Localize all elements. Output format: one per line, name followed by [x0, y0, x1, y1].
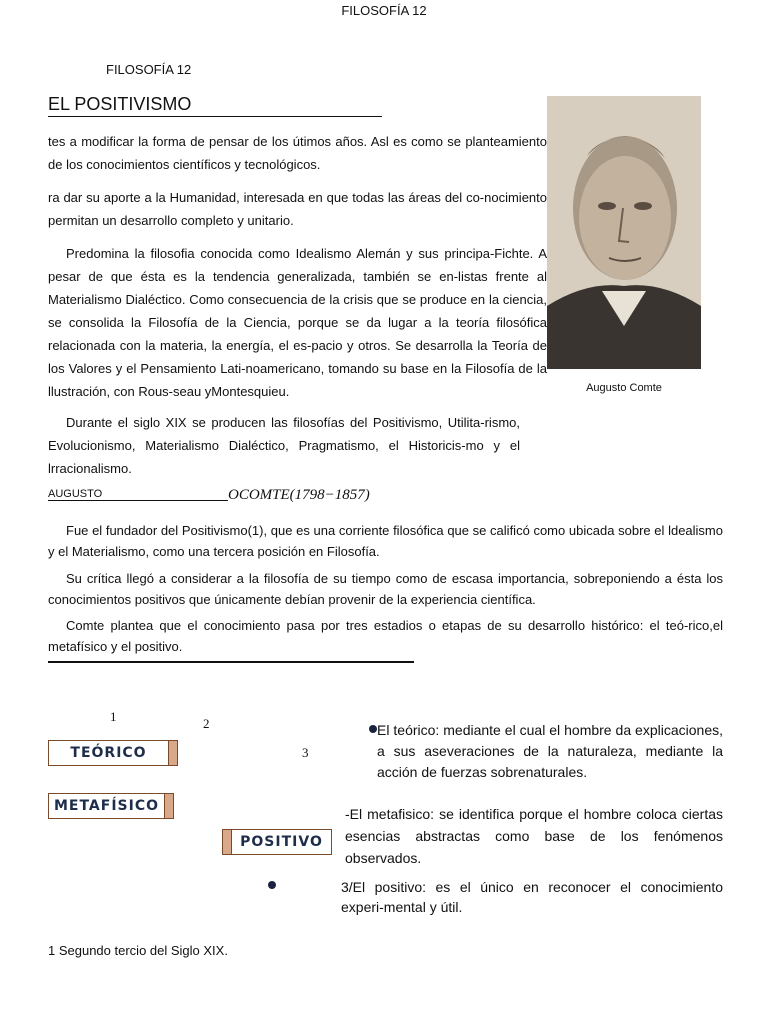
section-header: FILOSOFÍA 12 [106, 62, 192, 77]
footnote: 1 Segundo tercio del Siglo XIX. [48, 943, 228, 958]
stage-label-metafisico: METAFÍSICO [53, 798, 160, 814]
page-header: FILOSOFÍA 12 [341, 3, 427, 18]
comte-name-label: AUGUSTO [48, 488, 228, 501]
stage-stripe [168, 741, 177, 765]
stage-stripe [164, 794, 173, 818]
stage-description-teorico: El teórico: mediante el cual el hombre da explicaciones, a sus aseveraciones de la naturaleza, mediante la acción de fuerzas sobrenaturales. [377, 722, 723, 780]
paragraph-4: Durante el siglo XIX se producen las filosofías del Positivismo, Utilita-rismo, Evolucionismo, Materialismo Dialéctico, Pragmatismo, el Historicis-mo y el lrracionalismo. [48, 415, 520, 476]
comte-dates: OCOMTE(1798−1857) [228, 487, 370, 503]
portrait-caption: Augusto Comte [586, 382, 662, 394]
stage-box-metafisico [48, 793, 174, 819]
stage-number-3: 3 [302, 745, 309, 760]
paragraph-7: Comte plantea que el conocimiento pasa por tres estadios o etapas de su desarrollo histórico: el teó-rico,el metafísico y el positivo. [48, 618, 723, 654]
paragraph-3: Predomina la filosofia conocida como Idealismo Alemán y sus principa-Fichte. A pesar de que ésta es la tendencia generalizada, también se en-listas frente al Materialismo Dialéctico. Como consecuencia de la crisis que se produce en la ciencia, se consolida la Filosofía de la Ciencia, porque se da lugar a la teoría filosófica relacionada con la materia, la energía, el es-pacio y otros. Se desarrolla la Teoría de los Valores y el Pensamiento Lati-noamericano, tomando su base en la Filosofía de la llustración, con Rous-seau yMontesquieu. [48, 246, 547, 399]
stage-box-positivo [222, 829, 332, 855]
paragraph-6: Su crítica llegó a considerar a la filosofía de su tiempo como de escasa importancia, sobreponiendo a ésta los conocimientos positivos que únicamente debían provenir de la experiencia científica. [48, 571, 723, 607]
bullet-dot-icon [268, 881, 276, 889]
stage-label-positivo: POSITIVO [240, 834, 323, 850]
section-divider [48, 661, 414, 663]
portrait-illustration [547, 96, 701, 369]
paragraph-1: tes a modificar la forma de pensar de los útimos años. Asl es como se planteamiento de los conocimientos científicos y tecnológicos. [48, 134, 547, 172]
stage-stripe [223, 830, 232, 854]
stage-label-teorico: TEÓRICO [70, 745, 147, 761]
stage-description-positivo: 3/El positivo: es el único en reconocer el conocimiento experi-mental y útil. [341, 879, 723, 915]
document-title: EL POSITIVISMO [48, 94, 382, 117]
paragraph-5: Fue el fundador del Positivismo(1), que es una corriente filosófica que se calificó como ubicada sobre el ldealismo y el Materialismo, como una tercera posición en Filosofía. [48, 523, 723, 559]
stage-number-1: 1 [110, 709, 117, 724]
paragraph-2: ra dar su aporte a la Humanidad, interesada en que todas las áreas del co-nocimiento permitan un desarrollo completo y unitario. [48, 190, 547, 228]
augusto-comte-portrait [547, 96, 701, 369]
stage-box-teorico [48, 740, 178, 766]
stage-number-2: 2 [203, 716, 210, 731]
bullet-dot-icon [369, 725, 377, 733]
stage-description-metafisico: -El metafisico: se identifica porque el hombre coloca ciertas esencias abstractas como base de los fenómenos observados. [345, 806, 723, 866]
